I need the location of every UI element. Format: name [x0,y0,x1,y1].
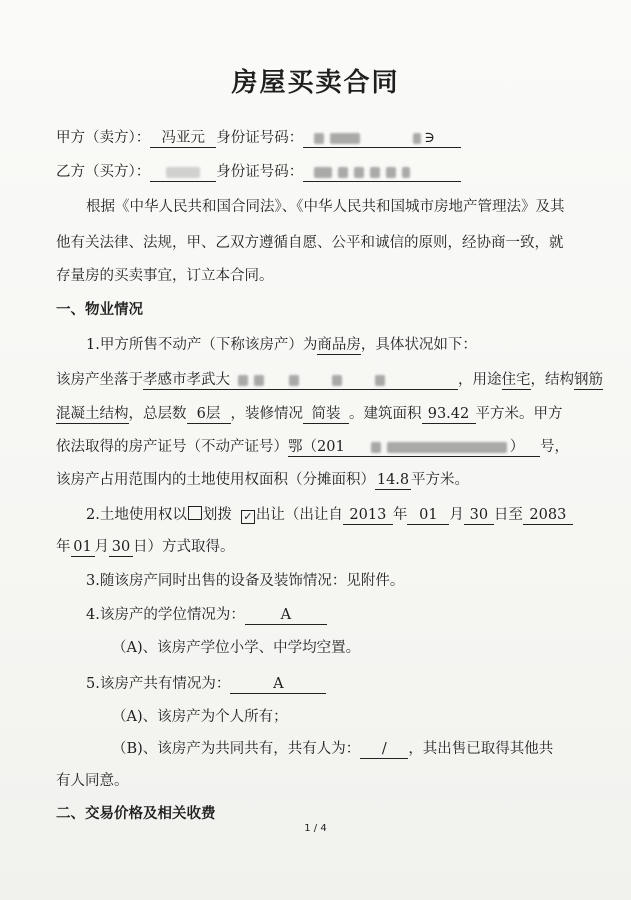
certificate-end: ） [509,439,525,455]
party-b-label: 乙方（买方）： [56,164,151,180]
item-4-prefix: 4.该房产的学位情况为： [86,607,245,623]
structure-part-b: 混凝土结构 [56,406,129,422]
location-label: 该房产坐落于 [56,372,143,388]
ownership-status: A [230,675,326,694]
option-b-suffix: ，其出售已取得其他共 [408,741,554,757]
party-b-id-label: 身份证号码： [216,164,304,180]
end-month-label: 月 [94,539,109,555]
property-use: 住宅 [501,372,531,388]
month-label: 月 [449,507,464,523]
land-area-unit: 平方米。 [411,472,469,488]
certificate-number [288,438,540,457]
item-3: 3.随该房产同时出售的设备及装饰情况：见附件。 [86,573,405,589]
location-text: 孝感市孝武大 [143,372,230,388]
party-b-line [56,162,461,182]
allocation-checkbox[interactable] [188,506,202,520]
option-b-prefix: （B)、该房产为共同共有，共有人为： [112,741,361,757]
transfer-label: 出让（出让自 [255,507,343,523]
item-4-option-a: （A)、该房产学位小学、中学均空置。 [112,640,361,656]
intro-line-3: 存量房的买卖事宜，订立本合同。 [56,268,274,284]
co-owner: / [360,740,408,759]
decoration-label: ，装修情况 [230,406,303,422]
item-1-line-2 [56,370,603,390]
end-day: 30 [109,538,133,557]
item-1-suffix: ，具体状况如下： [360,337,477,353]
floor-count: 6层 [187,405,231,424]
party-b-id-number [303,163,461,182]
land-area: 14.8 [376,472,410,488]
item-1-line-4 [56,437,569,457]
section-2-heading: 二、交易价格及相关收费 [56,806,216,822]
item-1-line-5 [56,470,469,490]
item-1-prefix: 1.甲方所售不动产（下称该房产）为 [86,337,318,353]
structure-part-a: 钢筋 [574,372,603,388]
day-to-label: 日至 [493,507,523,523]
intro-line-2: 他有关法律、法规，甲、乙双方遵循自愿、公平和诚信的原则，经协商一致，就 [56,235,564,251]
structure-label: ，结构 [530,372,574,388]
document-title: 房屋买卖合同 [231,68,400,98]
certificate-start: 鄂（201 [288,439,345,455]
land-area-label: 该房产占用范围内的土地使用权面积（分摊面积） [56,472,375,488]
certificate-suffix: 号， [540,439,569,455]
allocation-label: 划拨 [202,507,232,523]
use-label: ，用途 [458,372,502,388]
year-label: 年 [392,507,408,523]
party-a-id-label: 身份证号码： [216,130,304,146]
end-year-label: 年 [56,539,71,555]
decoration-status: 简装 [303,405,349,424]
party-b-name [150,163,216,182]
item-5-option-a: （A)、该房产为个人所有； [112,709,288,725]
item-2-prefix: 2.土地使用权以 [86,507,187,523]
property-type: 商品房 [317,337,361,353]
party-a-label: 甲方（卖方）： [56,130,151,146]
end-month: 01 [71,538,95,557]
area-unit: 平方米。甲方 [475,406,563,422]
item-5-prefix: 5.该房产共有情况为： [86,676,231,692]
party-a-line [56,128,461,148]
item-1-line-3 [56,404,563,424]
building-area: 93.42 [422,405,476,424]
item-5-option-b [112,739,553,759]
party-a-id-tail: ∋ [424,130,435,146]
item-4 [86,605,327,625]
property-location [143,371,458,390]
section-1-heading: 一、物业情况 [56,302,143,318]
floors-label: ，总层数 [128,406,187,422]
item-5-option-b-line-2: 有人同意。 [56,773,129,789]
intro-line-1: 根据《中华人民共和国合同法》、《中华人民共和国城市房地产管理法》及其 [86,199,565,215]
start-month: 01 [407,506,449,525]
area-label: 。建筑面积 [349,406,422,422]
item-2-line-2 [56,537,235,557]
party-a-id-number [303,129,461,148]
transfer-checkbox[interactable]: ✓ [241,510,255,524]
item-2-line-1 [86,505,573,525]
start-year: 2013 [343,506,393,525]
start-day: 30 [464,506,494,525]
party-a-name: 冯亚元 [150,129,216,148]
item-2-suffix: 日）方式取得。 [133,539,235,555]
certificate-label: 依法取得的房产证号（不动产证号） [56,439,288,455]
school-status: A [245,606,327,625]
page-number: 1 / 4 [304,823,327,834]
item-5 [86,674,326,694]
item-1-line-1 [86,335,477,355]
end-year: 2083 [523,506,573,525]
